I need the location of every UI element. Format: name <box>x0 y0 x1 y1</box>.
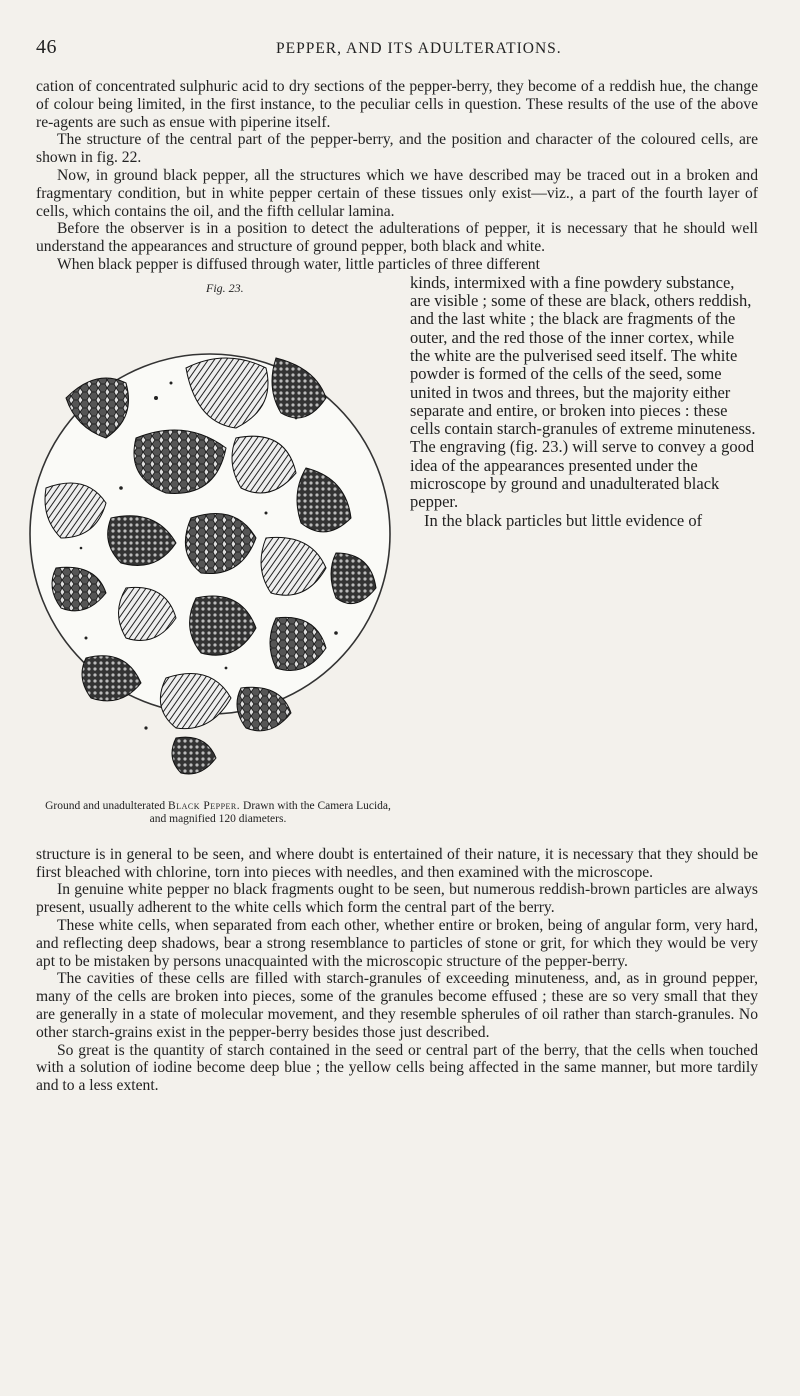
figure-23 <box>26 274 396 846</box>
page-number: 46 <box>36 36 57 58</box>
caption-text: Ground and unadulterated <box>45 799 166 812</box>
paragraph: structure is in general to be seen, and where doubt is entertained of their nature, it is necessary that they should be first bleached with chlorine, torn into pieces with needles, and then examined with the microscope. <box>36 845 758 881</box>
wrapped-paragraph: kinds, intermixed with a fine powdery substance, are visible ; some of these are black, others reddish, and the last white ; the black are fragments of the outer, and the red those of the inner cortex, while the white are the pulverised seed itself. The white powder is formed of the cells of the seed, some united in twos and threes, but the majority either separate and entire, or broken into pieces : these cells contain starch-granules of extreme minuteness. The engraving (fig. 23.) will serve to convey a good idea of the appearances presented under the microscope by ground and unadulterated black pepper. <box>410 272 756 512</box>
paragraph: cation of concentrated sulphuric acid to dry sections of the pepper-berry, they become of a reddish hue, the change of colour being limited, in the first instance, to the peculiar cells in question. These results of the use of the above re-agents are such as ensue with piperine itself. <box>36 78 758 131</box>
caption-small-caps: Black Pepper. <box>168 799 241 812</box>
caption-text: Drawn with the Camera Lucida, and magnified 120 diameters. <box>149 799 391 825</box>
paragraph: The cavities of these cells are filled with starch-granules of exceeding minuteness, and, as in ground pepper, many of the cells are broken into pieces, some of the granules become effused ; these are so very small that they are generally in a state of molecular movement, and they resemble spherules of oil rather than starch-granules. No other starch-grains exist in the pepper-berry besides those just described. <box>36 970 758 1041</box>
paragraph: So great is the quantity of starch contained in the seed or central part of the berry, that the cells when touched with a solution of iodine become deep blue ; the yellow cells being affected in the same manner, but more tardily and to a less extent. <box>36 1041 758 1095</box>
continued-text <box>36 846 758 1095</box>
running-head: PEPPER, AND ITS ADULTERATIONS. <box>276 40 562 57</box>
paragraph: Before the observer is in a position to detect the adulterations of pepper, it is necessary that he should well understand the appearances and structure of ground pepper, both black and white. <box>36 220 758 256</box>
paragraph: These white cells, when separated from each other, whether entire or broken, being of angular form, very hard, and reflecting deep shadows, bear a strong resemblance to particles of stone or grit, for which they would be very apt to be mistaken by persons unacquainted with the microscopic structure of the pepper-berry. <box>36 916 758 970</box>
paragraph: The structure of the central part of the pepper-berry, and the position and character of the coloured cells, are shown in fig. 22. <box>36 131 758 167</box>
paragraph: Now, in ground black pepper, all the structures which we have described may be traced out in a broken and fragmentary condition, but in white pepper certain of these tissues only exist—viz., a part of the fourth layer of cells, which contains the oil, and the fifth cellular lamina. <box>36 166 758 220</box>
wrapped-paragraph: In the black particles but little evidence of <box>424 510 703 530</box>
paragraph: In genuine white pepper no black fragments ought to be seen, but numerous reddish-brown particles are always present, usually adherent to the white cells which form the central part of the berry. <box>36 881 758 917</box>
body-text <box>36 78 758 1095</box>
figure-caption <box>42 800 394 826</box>
microscope-illustration <box>26 288 394 796</box>
page-header <box>36 36 756 64</box>
figure-label: Fig. 23. <box>206 280 244 295</box>
paragraph: When black pepper is diffused through water, little particles of three different <box>57 255 540 273</box>
